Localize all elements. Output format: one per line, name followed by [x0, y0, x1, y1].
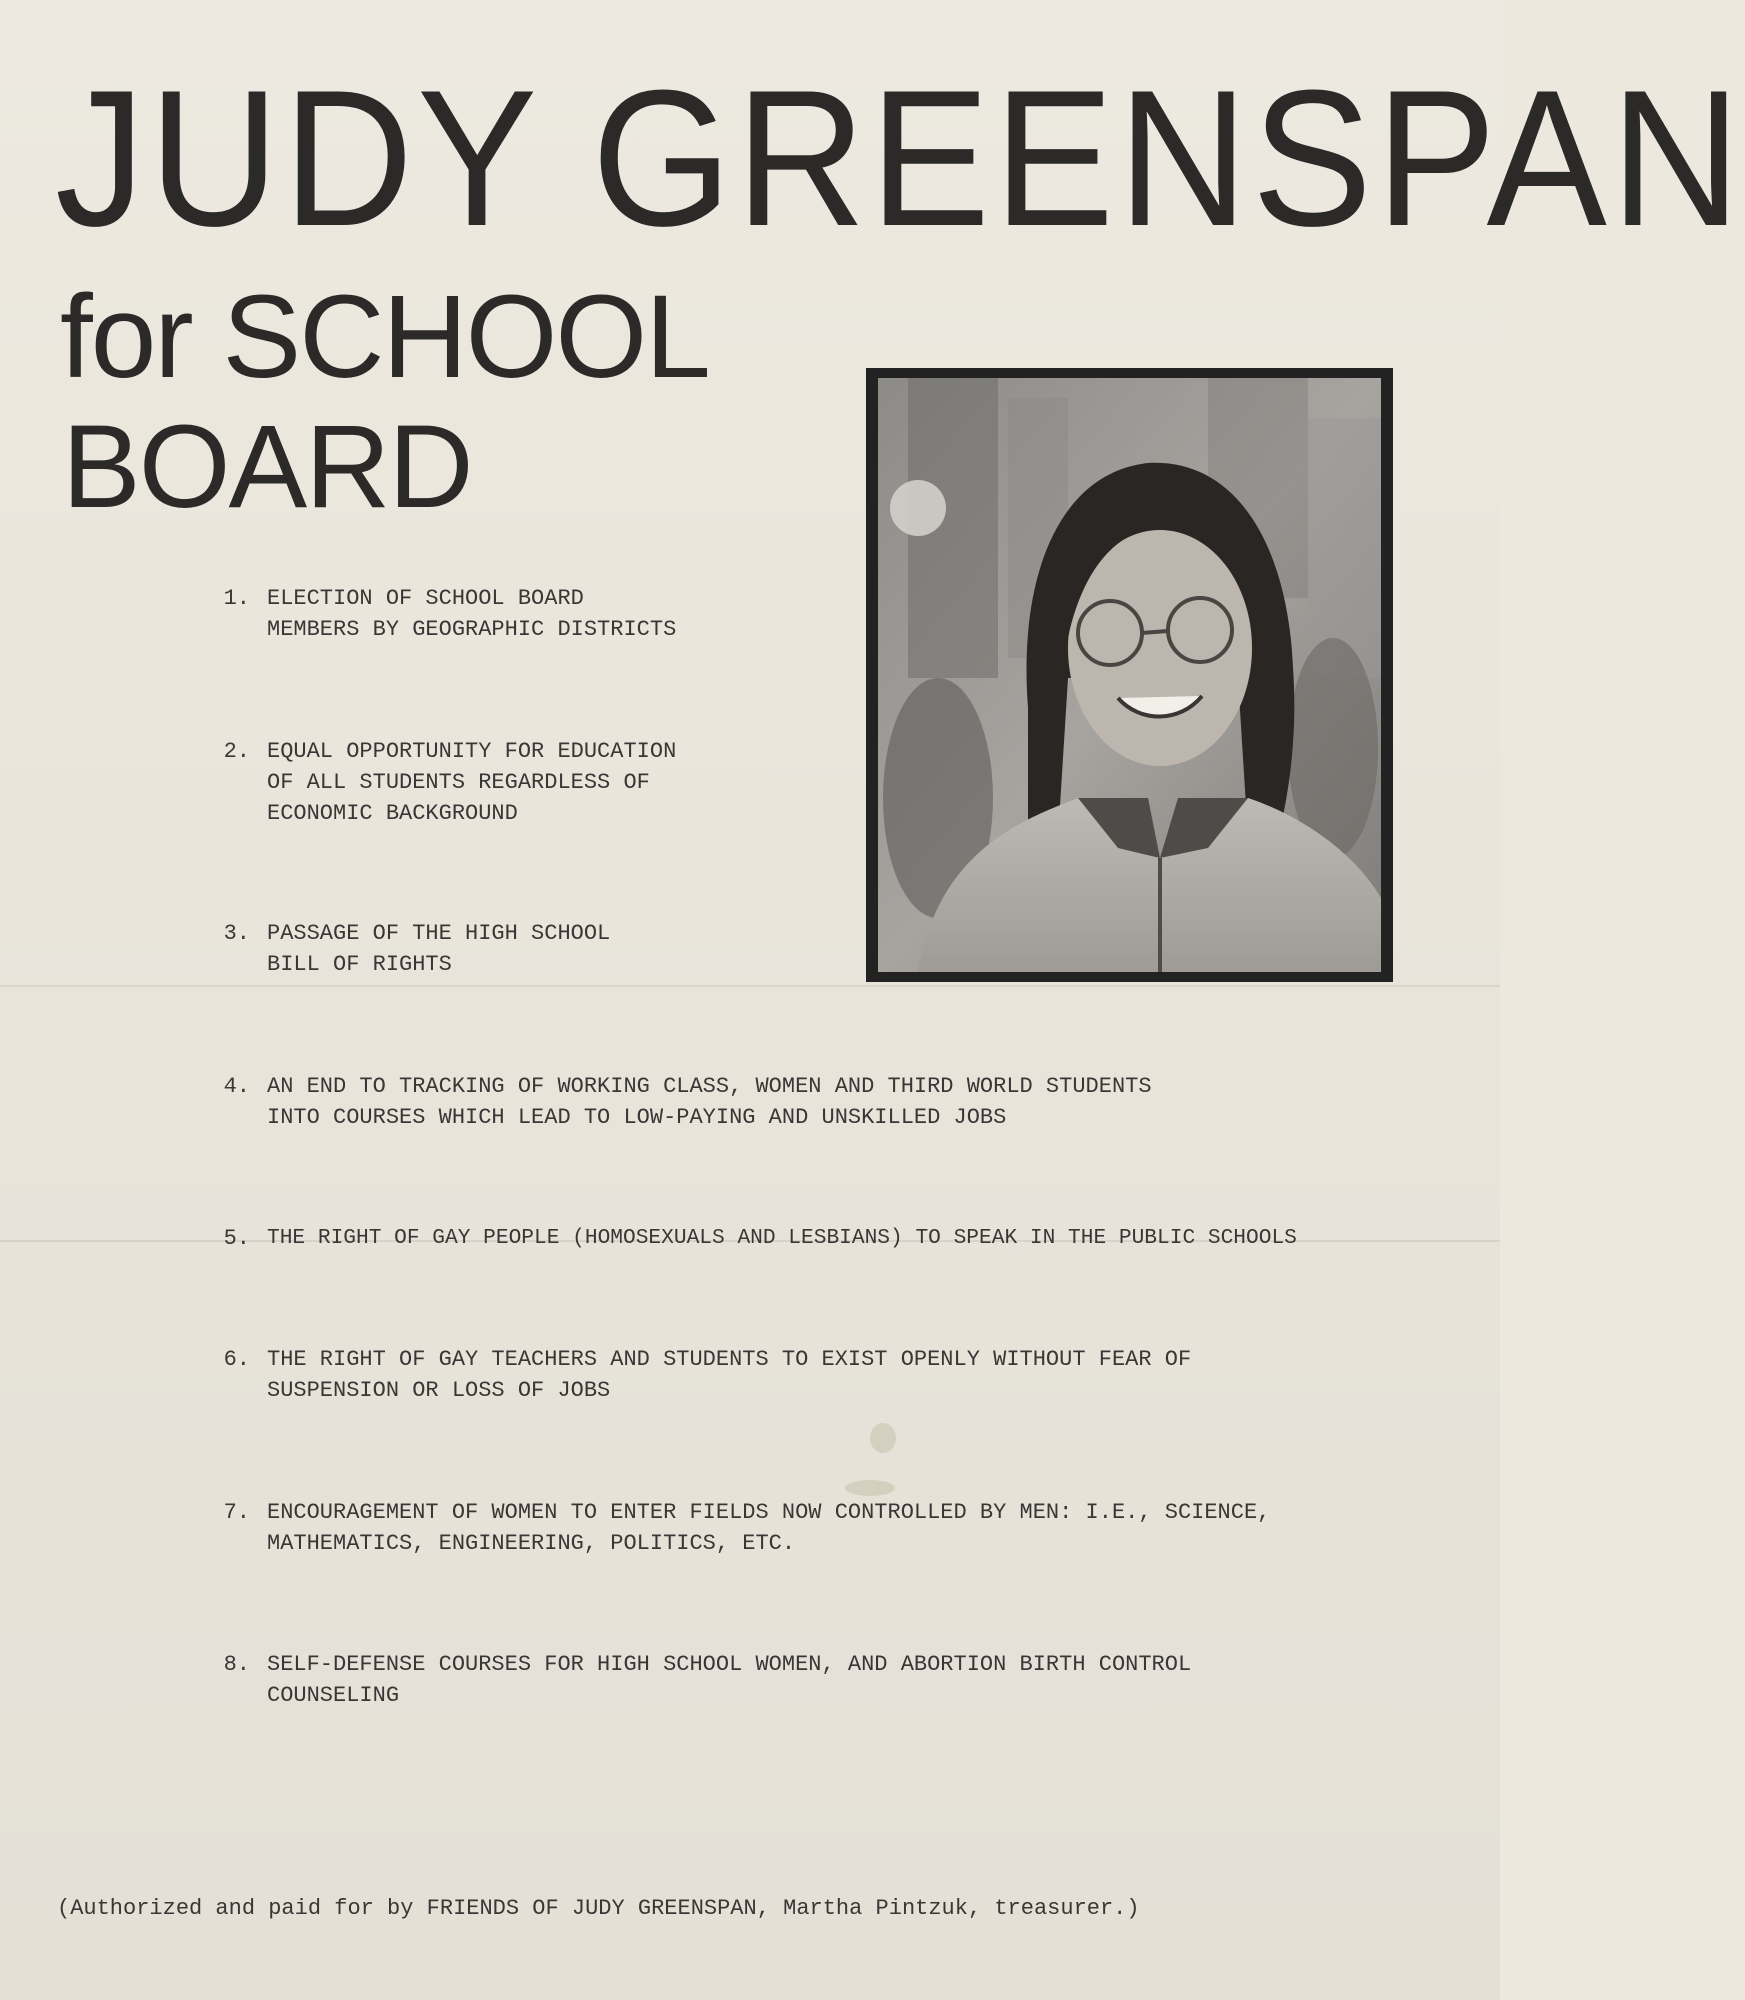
platform-item-text: AN END TO TRACKING OF WORKING CLASS, WOMEN AND THIRD WORLD STUDENTS INTO COURSES WHICH LEAD TO LOW-PAYING AND UNSKILLED JOBS	[267, 1074, 1152, 1130]
platform-item-number: 5.	[223, 1226, 250, 1251]
platform-item-text: EQUAL OPPORTUNITY FOR EDUCATION OF ALL STUDENTS REGARDLESS OF ECONOMIC BACKGROUND	[267, 739, 677, 826]
platform-item-number: 8.	[223, 1652, 250, 1677]
platform-item-text: SELF-DEFENSE COURSES FOR HIGH SCHOOL WOMEN, AND ABORTION BIRTH CONTROL COUNSELING	[267, 1652, 1192, 1708]
platform-item-number: 2.	[223, 739, 250, 764]
platform-item-number: 6.	[223, 1347, 250, 1372]
platform-item-number: 3.	[223, 921, 250, 946]
candidate-name-heading: JUDY GREENSPAN	[55, 50, 1745, 267]
platform-item-text: ELECTION OF SCHOOL BOARD MEMBERS BY GEOGRAPHIC DISTRICTS	[267, 586, 677, 642]
platform-item-text: ENCOURAGEMENT OF WOMEN TO ENTER FIELDS NOW CONTROLLED BY MEN: I.E., SCIENCE, MATHEMATICS, ENGINEERING, POLITICS, ETC.	[267, 1500, 1271, 1556]
platform-item-text: THE RIGHT OF GAY TEACHERS AND STUDENTS TO EXIST OPENLY WITHOUT FEAR OF SUSPENSION OR LOSS OF JOBS	[267, 1347, 1192, 1403]
authorization-disclaimer: (Authorized and paid for by FRIENDS OF JUDY GREENSPAN, Martha Pintzuk, treasurer.)	[57, 1896, 1140, 1921]
platform-list	[220, 0, 1500, 2000]
platform-item-number: 7.	[223, 1500, 250, 1525]
platform-item-text: PASSAGE OF THE HIGH SCHOOL BILL OF RIGHTS	[267, 921, 611, 977]
platform-item-number: 4.	[223, 1074, 250, 1099]
headline-board: BOARD	[62, 401, 472, 533]
platform-item-text: THE RIGHT OF GAY PEOPLE (HOMOSEXUALS AND LESBIANS) TO SPEAK IN THE PUBLIC SCHOOLS	[267, 1226, 1297, 1250]
platform-item-number: 1.	[223, 586, 250, 611]
headline-for-school: for SCHOOL	[60, 271, 709, 403]
